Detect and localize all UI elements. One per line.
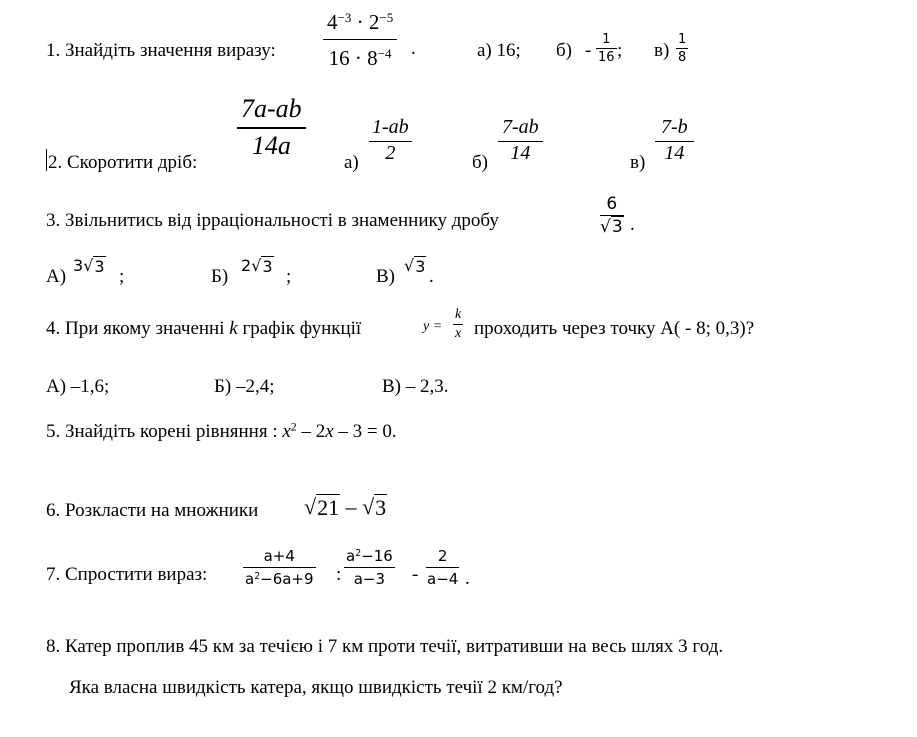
q6-radicand-2: 3 xyxy=(375,495,387,520)
q4-k-variable: k xyxy=(229,318,238,339)
radical-sign-icon: √ xyxy=(600,217,611,237)
q7-text: 7. Спростити вираз: xyxy=(46,564,208,585)
q2-option-b-label: б) xyxy=(472,152,488,173)
q7-f1-den-rest: −6a+9 xyxy=(260,570,314,588)
q1-num-dot: · xyxy=(356,10,364,34)
q1-expression-fraction xyxy=(323,10,397,71)
q4-option-b: Б) –2,4; xyxy=(214,376,275,397)
q7-f2-den: a−3 xyxy=(353,570,386,588)
q1-option-c-fraction xyxy=(676,32,688,65)
q7-f1-num: a+4 xyxy=(263,547,295,565)
q2-option-b-num: 7-ab xyxy=(502,116,539,138)
q4-line xyxy=(46,318,361,340)
q5-var1: x xyxy=(282,421,291,442)
q6-radicand-1: 21 xyxy=(317,495,340,520)
q1-den-exp2: −4 xyxy=(377,45,392,61)
text-cursor xyxy=(46,149,47,171)
q1-option-c-num: 1 xyxy=(678,32,687,47)
q3-text: 3. Звільнитись від ірраціональності в знаменнику дробу xyxy=(46,210,499,231)
q7-f2-num-rest: −16 xyxy=(361,547,393,565)
q2-option-c-num: 7-b xyxy=(661,116,688,138)
q1-option-b-sign: - xyxy=(585,40,592,61)
q3-option-b-coef: 2 xyxy=(241,256,252,275)
q4-text-before-k: 4. При якому значенні xyxy=(46,318,225,339)
q7-f3-num: 2 xyxy=(437,547,448,565)
q1-option-b-label: б) xyxy=(556,40,572,61)
q3-option-a-expr xyxy=(73,256,106,276)
q3-option-a-radicand: 3 xyxy=(94,257,105,276)
q5-tail: – 3 = 0. xyxy=(333,421,397,442)
q3-option-b-sqrt xyxy=(251,256,273,276)
q7-f2-num xyxy=(344,547,395,567)
q6-text: 6. Розкласти на множники xyxy=(46,500,259,521)
q7-f1-den xyxy=(243,568,316,588)
q7-minus: - xyxy=(412,564,419,585)
q4-text-after-k: графік функції xyxy=(242,318,362,339)
q1-den-base1: 16 xyxy=(328,46,350,70)
q1-num-exp1: −3 xyxy=(337,9,352,25)
q3-option-b-tail: ; xyxy=(286,266,292,287)
q4-option-a: А) –1,6; xyxy=(46,376,110,397)
q4-func-lhs: y = xyxy=(423,319,443,334)
q2-option-b-den: 14 xyxy=(510,142,531,164)
q4-text-after-func: проходить через точку А( - 8; 0,3)? xyxy=(474,318,755,339)
q2-text: 2. Скоротити дріб: xyxy=(48,152,198,173)
q7-fraction-3 xyxy=(426,547,459,588)
q7-period: . xyxy=(465,568,470,589)
q7-colon: : xyxy=(336,564,342,585)
q1-option-c-den: 8 xyxy=(678,50,687,65)
q7-f2-num-a: a xyxy=(346,547,356,565)
q1-den-dot: · xyxy=(354,46,362,70)
q3-option-b-label: Б) xyxy=(211,266,229,287)
radical-sign-icon: √ xyxy=(362,494,375,519)
q5-var2: x xyxy=(325,421,334,442)
q1-num-exp2: −5 xyxy=(379,9,394,25)
radical-sign-icon: √ xyxy=(304,494,317,519)
q1-option-b-fraction xyxy=(596,32,617,65)
q3-option-c-sqrt xyxy=(404,256,426,276)
q1-numerator xyxy=(323,10,397,39)
q7-f2-num-exp: 2 xyxy=(355,547,362,559)
q3-option-c-label: В) xyxy=(376,266,395,287)
q3-frac-radicand: 3 xyxy=(611,217,623,237)
radical-sign-icon: √ xyxy=(83,256,94,275)
q7-fraction-2 xyxy=(344,547,395,588)
q7-fraction-1 xyxy=(243,547,316,588)
q2-option-a-num: 1-ab xyxy=(372,116,409,138)
q2-option-b-fraction xyxy=(498,116,543,165)
q1-text: 1. Знайдіть значення виразу: xyxy=(46,40,276,61)
q3-period: . xyxy=(630,214,635,235)
q3-option-c-radicand: 3 xyxy=(415,257,426,276)
q5-mid: – 2 xyxy=(301,421,326,442)
q6-sqrt-1 xyxy=(304,494,340,521)
q8-line-2: Яка власна швидкість катера, якщо швидкість течії 2 км/год? xyxy=(69,677,563,698)
q4-func-den: x xyxy=(455,326,462,341)
q2-option-c-den: 14 xyxy=(664,142,685,164)
q2-option-c-label: в) xyxy=(630,152,646,173)
q3-option-b-expr xyxy=(241,256,274,276)
q1-num-base1: 4 xyxy=(327,10,338,34)
q6-minus: – xyxy=(345,494,357,519)
q1-denominator xyxy=(329,40,392,71)
q8-line-1: 8. Катер проплив 45 км за течією і 7 км проти течії, витративши на весь шлях 3 год. xyxy=(46,636,724,657)
q3-option-b-radicand: 3 xyxy=(262,257,273,276)
q1-option-b-den: 16 xyxy=(598,50,615,65)
q3-option-c-tail: . xyxy=(429,266,434,287)
q2-option-a-fraction xyxy=(369,116,412,165)
q3-option-c-expr xyxy=(404,256,426,276)
q5-exp: 2 xyxy=(290,420,297,434)
q4-func-fraction xyxy=(453,307,463,342)
q3-frac-num: 6 xyxy=(606,194,618,214)
q6-expression xyxy=(304,494,387,521)
q1-num-base2: 2 xyxy=(368,10,380,34)
q2-option-a-label: а) xyxy=(344,152,359,173)
radical-sign-icon: √ xyxy=(251,256,262,275)
q1-option-b-num: 1 xyxy=(602,32,611,47)
q1-option-a: а) 16; xyxy=(477,40,521,61)
q6-sqrt-2 xyxy=(362,494,387,521)
q1-option-b-tail: ; xyxy=(617,40,623,61)
q1-option-c-label: в) xyxy=(654,40,670,61)
q3-option-a-tail: ; xyxy=(119,266,125,287)
q2-main-den: 14a xyxy=(251,131,291,160)
q3-option-a-label: А) xyxy=(46,266,67,287)
q2-option-a-den: 2 xyxy=(385,142,396,164)
q1-period: . xyxy=(411,38,416,59)
q3-option-a-coef: 3 xyxy=(73,256,84,275)
q2-main-fraction xyxy=(237,94,306,161)
q5-line xyxy=(46,421,397,443)
q3-option-a-sqrt xyxy=(83,256,105,276)
radical-sign-icon: √ xyxy=(404,256,415,275)
q2-option-c-fraction xyxy=(655,116,694,165)
q4-option-c: В) – 2,3. xyxy=(382,376,449,397)
q2-main-num: 7a-ab xyxy=(241,94,302,123)
q7-f1-den-a: a xyxy=(245,570,255,588)
q7-f1-den-exp: 2 xyxy=(254,570,261,582)
q3-frac-den-sqrt xyxy=(600,216,624,237)
q1-den-base2: 8 xyxy=(367,46,378,70)
q4-func-num: k xyxy=(455,307,462,322)
q7-f3-den: a−4 xyxy=(427,570,459,588)
q5-text: 5. Знайдіть корені рівняння : xyxy=(46,421,278,442)
q3-fraction xyxy=(600,194,624,237)
